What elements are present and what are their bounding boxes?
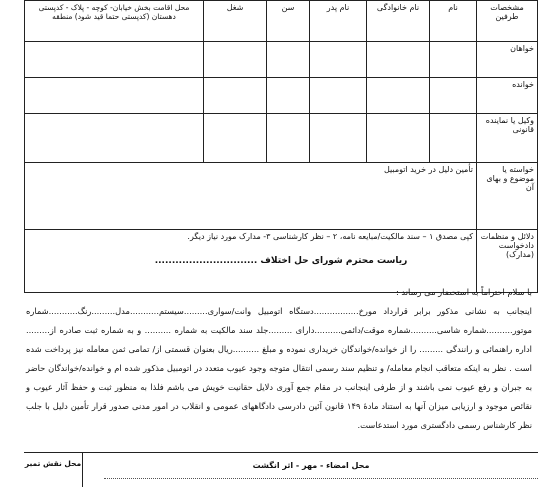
header-row (25, 1, 538, 42)
cell[interactable] (430, 42, 477, 78)
signature-line (104, 478, 538, 479)
evidence-value[interactable]: کپی مصدق ۱ – سند مالکیت/مبایعه نامه، ۲ – نظر کارشناسی ۳- مدارک مورد نیاز دیگر. (25, 230, 477, 293)
footer (24, 452, 538, 481)
cell[interactable] (267, 42, 310, 78)
cell[interactable] (25, 114, 204, 163)
cell[interactable] (367, 114, 430, 163)
letter-title: ریاست محترم شورای حل اختلاف .............................. (154, 256, 408, 266)
cell[interactable] (310, 78, 367, 114)
signature-label: محل امضاء - مهر - اثر انگشت (252, 461, 370, 470)
label-lawyer: وکیل یا نماینده قانونی (477, 114, 538, 163)
cell[interactable] (204, 114, 267, 163)
cell[interactable] (204, 42, 267, 78)
cell[interactable] (204, 78, 267, 114)
row-respondent (25, 78, 538, 114)
stamp-box: محل نقش تمبر (24, 453, 83, 487)
cell[interactable] (310, 114, 367, 163)
cell[interactable] (367, 42, 430, 78)
header-job: شغل (204, 1, 267, 42)
parties-table (24, 0, 538, 293)
label-evidence: دلائل و منظمات دادخواست (مدارک) (477, 230, 538, 293)
request-value[interactable]: تأمین دلیل در خرید اتومبیل (25, 163, 477, 230)
cell[interactable] (267, 114, 310, 163)
header-family: نام خانوادگی (367, 1, 430, 42)
label-respondent: خوانده (477, 78, 538, 114)
cell[interactable] (430, 78, 477, 114)
row-request (25, 163, 538, 230)
cell[interactable] (367, 78, 430, 114)
cell[interactable] (25, 78, 204, 114)
header-name: نام (430, 1, 477, 42)
cell[interactable] (25, 42, 204, 78)
header-address: محل اقامت بخش خیابان- کوچه - پلاک - کدپستی دهستان (کدپستی حتما قید شود) منطقه (25, 1, 204, 42)
cell[interactable] (310, 42, 367, 78)
letter-paragraph: اینجانب به نشانی مذکور برابر قرارداد مورخ.................دستگاه اتومبیل وانت/سواری.........سیستم...........مدل.........رنگ...........شماره موتور..........شماره شاسی..........شماره موقت/دائمی..........دارای .........جلد سند مالکیت به شماره .......... و به شماره ثبت صادره از......... اداره راهنمائی و رانندگی ......... را از خوانده/خواندگان خریداری نموده و مبلغ ..........ریال بعنوان قسمتی از/ تمامی ثمن معامله نیز پرداخت شده است . نظر به اینکه متعاقب انجام معامله/ و تنظیم سند رسمی انتقال متوجه وجود عیوب متعدد در اتومبیل مذکور شده ام و خوانده/خواندگان حاضر به جبران و رفع عیوب نمی باشند و از طرفی اینجانب در مقام جمع آوری دلایل حقانیت خویش می باشم فلذا به منظور ثبت و حفظ آثار عیوب و نقائص موجود و ارزیابی میزان آنها به استناد مادهٔ ۱۴۹ قانون آئین دادرسی دادگاههای عمومی و انقلاب در امور مدنی صدور قرار تأمین دلیل با جلب نظر کارشناس رسمی دادگستری مورد استدعاست. (26, 306, 532, 430)
label-applicant: خواهان (477, 42, 538, 78)
header-specs: مشخصات طرفین (477, 1, 538, 42)
row-lawyer (25, 114, 538, 163)
label-request: خواسته یا موضوع و بهای آن (477, 163, 538, 230)
cell[interactable] (430, 114, 477, 163)
letter-greeting: با سلام احتراماً به استحضار می رساند : (395, 287, 532, 297)
header-father: نام پدر (310, 1, 367, 42)
row-applicant (25, 42, 538, 78)
header-age: سن (267, 1, 310, 42)
cell[interactable] (267, 78, 310, 114)
letter-body (26, 283, 532, 435)
